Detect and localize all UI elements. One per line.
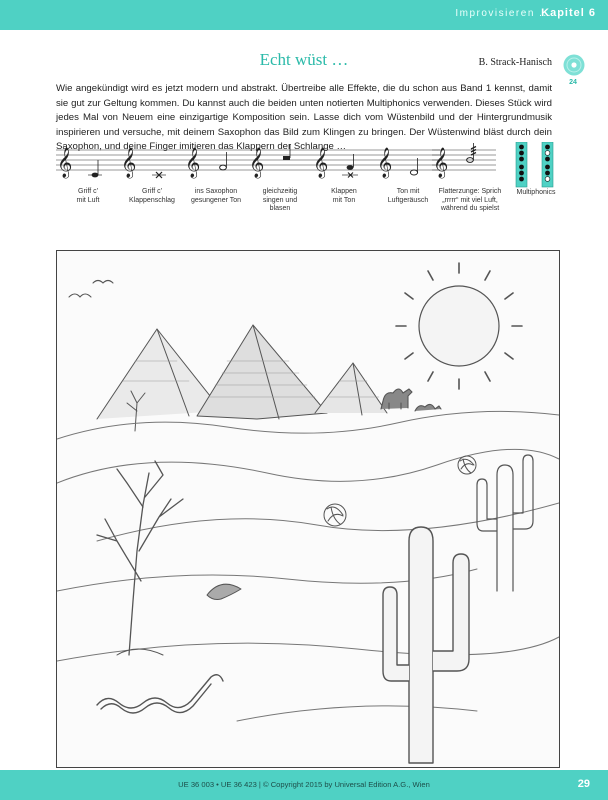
effect-item [508,142,564,198]
effect-caption: singen und [262,196,298,204]
svg-text:𝄞: 𝄞 [249,148,265,178]
cactus-icon [383,527,469,763]
effects-row [56,142,566,234]
cactus-icon [477,455,533,591]
effect-caption: mit Ton [332,196,356,204]
svg-text:𝄞: 𝄞 [313,148,329,178]
effect-caption: Klappenschlag [129,196,175,204]
effect-caption: gesungener Ton [190,196,242,204]
effect-item [56,142,120,205]
header-bar [0,0,608,30]
section-label: Improvisieren ... [455,8,552,19]
sun-icon [396,263,522,389]
snake-icon [97,675,223,713]
effect-item [120,142,184,205]
svg-text:𝄞: 𝄞 [377,148,393,178]
staff-notation [120,142,184,184]
effect-item [432,142,508,214]
staff-notation [376,142,440,184]
svg-text:𝄞: 𝄞 [433,148,449,178]
tumbleweed-icon [324,456,476,526]
effect-item [376,142,440,205]
staff-notation [248,142,312,184]
author-name: B. Strack-Hanisch [478,57,552,68]
svg-text:𝄞: 𝄞 [121,148,137,178]
effect-caption: blasen [269,205,291,212]
effect-caption: Flatterzunge: Sprich [438,188,502,195]
birds-icon [69,281,113,298]
effect-caption: gleichzeitig [262,188,298,195]
effect-caption: Griff c' [78,188,98,195]
effect-item [248,142,312,214]
staff-notation [312,142,376,184]
page-number: 29 [577,778,590,790]
pyramids-icon [97,325,387,419]
intro-paragraph: Wie angekündigt wird es jetzt modern und abstrakt. Übertreibe alle Effekte, die du schon aus Band 1 kennst, damit sie gut zur Geltung kommen. Du kannst auch die beiden unten notierten Multiphonics verwenden. Dieses Stück wird jedes Mal von Neuem eine einzigartige Komposition sein. Lasse dich vom Wüstenbild und der Hintergrundmusik inspirieren und versuche, mit deinem Saxophon das Bild zum Klingen zu bringen. Der Wüstenwind bläst durch dein Saxophon, und deine Finger imitieren das Klappern der Schlange … [56,83,552,152]
effect-caption: Klappen [331,188,357,195]
fingering-chart-icon [516,142,527,187]
effect-caption: Luftgeräusch [387,196,429,204]
track-number: 24 [569,79,577,86]
footer-bar [0,770,608,800]
effect-caption: mit Luft [76,196,100,204]
effect-item [184,142,248,205]
effect-caption: ins Saxophon [194,188,238,195]
page-title: Echt wüst … [259,50,349,69]
fingering-charts [508,142,564,188]
fingering-chart-icon [542,142,553,187]
svg-text:𝄞: 𝄞 [57,148,73,178]
copyright-text: UE 36 003 • UE 36 423 | © Copyright 2015 by Universal Edition A.G., Wien [178,780,430,789]
effect-caption: Multiphonics [516,189,556,196]
staff-notation [184,142,248,184]
staff-notation [56,142,120,184]
effect-caption: „rrrrr“ mit viel Luft, [442,196,498,204]
effect-caption: Griff c' [142,188,162,195]
svg-text:𝄞: 𝄞 [185,148,201,178]
chapter-label: Kapitel 6 [541,7,596,19]
cd-icon [563,54,585,76]
lizard-icon [207,584,241,599]
staff-notation [432,142,508,184]
effect-caption: Ton mit [396,188,420,195]
effect-item [312,142,376,205]
effect-caption: während du spielst [440,205,500,212]
dead-tree-icon [97,461,183,655]
camel-icon [381,389,441,411]
desert-illustration [56,250,560,768]
